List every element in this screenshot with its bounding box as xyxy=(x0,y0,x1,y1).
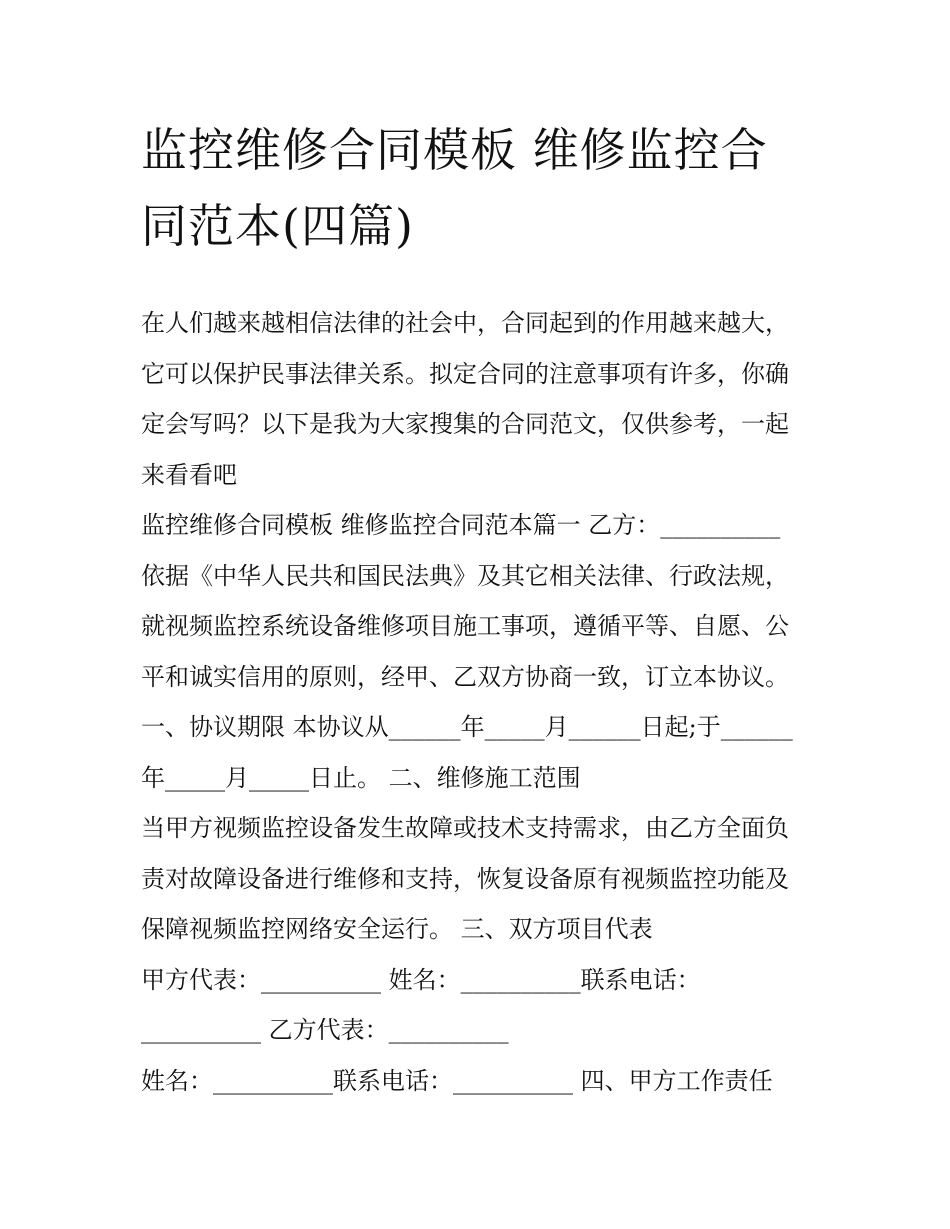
document-body xyxy=(141,298,813,1106)
body-line: 来看看吧 xyxy=(141,460,237,489)
body-line: 当甲方视频监控设备发生故障或技术支持需求，由乙方全面负 xyxy=(141,814,789,842)
body-line: 监控维修合同模板 维修监控合同范本篇一 乙方：__________ xyxy=(141,511,781,539)
body-line: 就视频监控系统设备维修项目施工事项，遵循平等、自愿、公 xyxy=(141,612,789,640)
body-line: 依据《中华人民共和国民法典》及其它相关法律、行政法规， xyxy=(141,561,789,590)
document-page xyxy=(141,112,813,1106)
body-line: 甲方代表：__________ 姓名：__________联系电话： xyxy=(141,965,701,994)
body-line: 姓名：__________联系电话：__________ 四、甲方工作责任 xyxy=(141,1066,773,1095)
body-line: 它可以保护民事法律关系。拟定合同的注意事项有许多，你确 xyxy=(141,359,789,388)
body-line: 保障视频监控网络安全运行。 三、双方项目代表 xyxy=(141,915,653,943)
title-line: 监控维修合同模板 维修监控合 xyxy=(141,123,768,177)
body-line: 定会写吗？以下是我为大家搜集的合同范文，仅供参考，一起 xyxy=(141,410,789,438)
title-line: 同范本(四篇) xyxy=(141,199,414,253)
body-line: 年_____月_____日止。 二、维修施工范围 xyxy=(141,763,581,792)
body-line: 平和诚实信用的原则，经甲、乙双方协商一致，订立本协议。 xyxy=(141,662,789,691)
body-line: 在人们越来越相信法律的社会中，合同起到的作用越来越大， xyxy=(141,309,789,337)
body-line: __________ 乙方代表：__________ xyxy=(141,1016,509,1044)
document-title xyxy=(141,112,813,264)
body-line: 一、协议期限 本协议从______年_____月______日起;于______ xyxy=(141,713,793,741)
body-line: 责对故障设备进行维修和支持，恢复设备原有视频监控功能及 xyxy=(141,864,789,893)
